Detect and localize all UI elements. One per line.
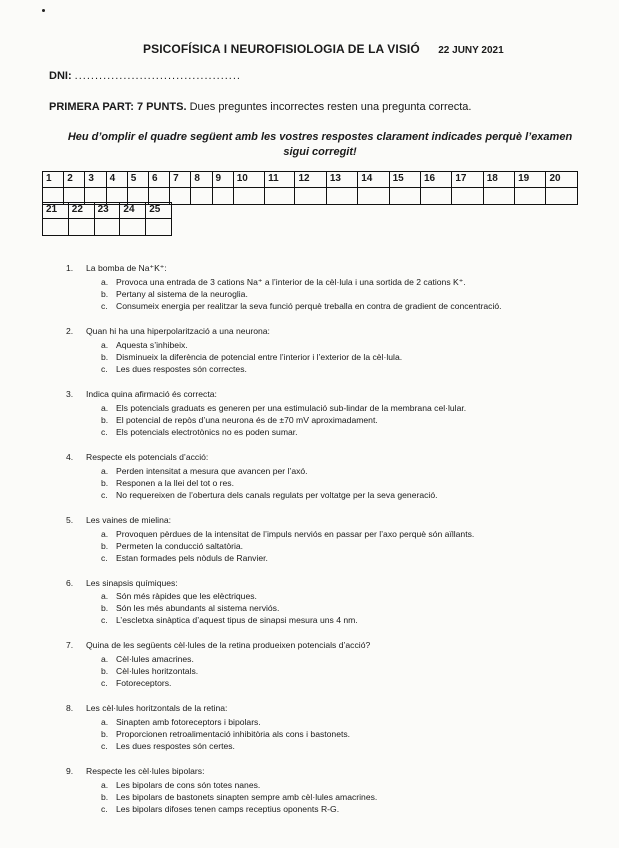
answer-cell-blank[interactable] <box>68 219 94 236</box>
question-text: Respecte els potencials d’acció: <box>86 452 209 462</box>
option-letter: a. <box>101 780 109 790</box>
option-letter: b. <box>101 289 109 299</box>
dni-label: DNI: <box>49 70 72 82</box>
question-item <box>66 702 586 752</box>
option-text: Provoquen pèrdues de la intensitat de l’impuls nerviós en passar per l’axo perquè són aïllants. <box>116 529 475 539</box>
exam-header <box>143 40 504 58</box>
option-letter: b. <box>101 415 109 425</box>
answer-cell-number: 5 <box>127 172 148 188</box>
question-number: 2. <box>66 326 74 336</box>
question-stem <box>66 702 586 714</box>
option-text: Responen a la llei del tot o res. <box>116 478 234 488</box>
dni-field <box>49 70 241 82</box>
answer-cell-number: 15 <box>389 172 420 188</box>
answer-option <box>101 740 586 752</box>
option-text: L’escletxa sinàptica d’aquest tipus de sinapsi mesura uns 4 nm. <box>116 615 358 625</box>
answer-cell-blank[interactable] <box>452 188 483 205</box>
option-text: Provoca una entrada de 3 cations Na⁺ a l’interior de la cèl·lula i una sortida de 2 cations K⁺. <box>116 277 466 287</box>
answer-option <box>101 300 586 312</box>
answer-option <box>101 528 586 540</box>
answer-option <box>101 779 586 791</box>
answer-cell-number: 20 <box>546 172 578 188</box>
answer-cell-blank[interactable] <box>265 188 295 205</box>
option-text: Són les més abundants al sistema nerviós. <box>116 603 280 613</box>
option-letter: c. <box>101 427 108 437</box>
option-letter: c. <box>101 490 108 500</box>
option-letter: c. <box>101 678 108 688</box>
option-text: Les bipolars difoses tenen camps receptius oponents R-G. <box>116 804 340 814</box>
option-list <box>101 402 586 438</box>
answer-option <box>101 590 586 602</box>
answer-cell-number: 24 <box>120 203 146 219</box>
answer-option <box>101 276 586 288</box>
option-letter: b. <box>101 729 109 739</box>
question-text: Les cèl·lules horitzontals de la retina: <box>86 703 228 713</box>
answer-option <box>101 791 586 803</box>
question-stem <box>66 765 586 777</box>
answer-option <box>101 465 586 477</box>
answer-cell-number: 3 <box>85 172 106 188</box>
option-letter: a. <box>101 466 109 476</box>
option-list <box>101 276 586 312</box>
option-letter: b. <box>101 478 109 488</box>
question-text: Quan hi ha una hiperpolarització a una neurona: <box>86 326 270 336</box>
question-item <box>66 577 586 626</box>
answer-cell-number: 1 <box>43 172 64 188</box>
option-text: Cèl·lules horitzontals. <box>116 666 199 676</box>
option-letter: c. <box>101 301 108 311</box>
answer-option <box>101 665 586 677</box>
option-letter: c. <box>101 615 108 625</box>
option-text: Pertany al sistema de la neuroglia. <box>116 289 248 299</box>
answer-option <box>101 351 586 363</box>
option-text: Estan formades pels nòduls de Ranvier. <box>116 553 268 563</box>
answer-cell-blank[interactable] <box>295 188 326 205</box>
answer-option <box>101 477 586 489</box>
answer-cell-number: 22 <box>68 203 94 219</box>
question-number: 1. <box>66 263 74 273</box>
option-text: Disminueix la diferència de potencial entre l’interior i l’exterior de la cèl·lula. <box>116 352 403 362</box>
option-text: No requereixen de l’obertura dels canals regulats per voltatge per la seva generació. <box>116 490 438 500</box>
question-item <box>66 388 586 438</box>
answer-cell-blank[interactable] <box>358 188 389 205</box>
question-stem <box>66 325 586 337</box>
answer-cell-number: 12 <box>295 172 326 188</box>
answer-cell-number: 17 <box>452 172 483 188</box>
answer-cell-blank[interactable] <box>326 188 357 205</box>
question-stem <box>66 451 586 463</box>
option-letter: a. <box>101 277 109 287</box>
option-text: Proporcionen retroalimentació inhibitòria als cons i bastonets. <box>116 729 351 739</box>
answer-grid-row-2 <box>42 202 172 236</box>
question-number: 8. <box>66 703 74 713</box>
answer-cell-number: 13 <box>326 172 357 188</box>
instructions: Heu d’omplir el quadre següent amb les vostres respostes clarament indicades perquè l’examen sigui corregit! <box>67 131 573 158</box>
answer-option <box>101 426 586 438</box>
option-text: Cèl·lules amacrines. <box>116 654 194 664</box>
option-text: Els potencials graduats es generen per una estimulació sub-lindar de la membrana cel·lular. <box>116 403 467 413</box>
answer-option <box>101 677 586 689</box>
answer-cell-blank[interactable] <box>389 188 420 205</box>
option-letter: b. <box>101 666 109 676</box>
question-list <box>66 262 586 828</box>
answer-cell-blank[interactable] <box>212 188 233 205</box>
option-text: Permeten la conducció saltatòria. <box>116 541 244 551</box>
option-letter: b. <box>101 352 109 362</box>
question-item <box>66 262 586 312</box>
question-item <box>66 325 586 375</box>
answer-cell-number: 19 <box>515 172 546 188</box>
question-number: 5. <box>66 515 74 525</box>
option-text: Les dues respostes són correctes. <box>116 364 247 374</box>
answer-option <box>101 363 586 375</box>
option-letter: c. <box>101 553 108 563</box>
question-number: 3. <box>66 389 74 399</box>
answer-cell-number: 21 <box>43 203 69 219</box>
answer-cell-number: 18 <box>483 172 514 188</box>
answer-cell-blank[interactable] <box>191 188 212 205</box>
answer-cell-number: 9 <box>212 172 233 188</box>
question-text: Les vaines de mielina: <box>86 515 172 525</box>
dni-blank-line: ......................................... <box>74 70 241 82</box>
question-text: Respecte les cèl·lules bipolars: <box>86 766 205 776</box>
part-one-heading <box>49 101 471 113</box>
answer-cell-blank[interactable] <box>515 188 546 205</box>
question-number: 4. <box>66 452 74 462</box>
option-letter: a. <box>101 340 109 350</box>
answer-cell-number: 4 <box>106 172 127 188</box>
question-item <box>66 765 586 815</box>
answer-cell-blank[interactable] <box>43 219 69 236</box>
question-text: La bomba de Na⁺K⁺: <box>86 263 167 273</box>
answer-cell-blank[interactable] <box>94 219 120 236</box>
answer-option <box>101 803 586 815</box>
option-text: Les bipolars de cons són totes nanes. <box>116 780 261 790</box>
question-number: 6. <box>66 578 74 588</box>
option-letter: c. <box>101 804 108 814</box>
answer-cell-number: 10 <box>233 172 264 188</box>
answer-grid-row-1 <box>42 171 578 205</box>
answer-option <box>101 552 586 564</box>
option-text: Fotoreceptors. <box>116 678 172 688</box>
option-text: Sinapten amb fotoreceptors i bipolars. <box>116 717 261 727</box>
option-letter: a. <box>101 717 109 727</box>
answer-cell-number: 23 <box>94 203 120 219</box>
option-text: El potencial de repòs d’una neurona és de ±70 mV aproximadament. <box>116 415 378 425</box>
option-text: Les bipolars de bastonets sinapten sempre amb cèl·lules amacrines. <box>116 792 378 802</box>
option-text: Els potencials electrotònics no es poden sumar. <box>116 427 298 437</box>
answer-cell-number: 11 <box>265 172 295 188</box>
option-list <box>101 653 586 689</box>
question-stem <box>66 577 586 589</box>
answer-cell-blank[interactable] <box>420 188 451 205</box>
option-text: Són més ràpides que les elèctriques. <box>116 591 257 601</box>
option-letter: a. <box>101 591 109 601</box>
answer-option <box>101 614 586 626</box>
answer-option <box>101 728 586 740</box>
option-letter: b. <box>101 541 109 551</box>
answer-cell-blank[interactable] <box>483 188 514 205</box>
scan-dot <box>42 9 45 12</box>
option-letter: c. <box>101 364 108 374</box>
answer-cell-blank[interactable] <box>233 188 264 205</box>
option-text: Les dues respostes són certes. <box>116 741 235 751</box>
answer-cell-number: 7 <box>170 172 191 188</box>
question-number: 7. <box>66 640 74 650</box>
option-letter: c. <box>101 741 108 751</box>
option-letter: b. <box>101 603 109 613</box>
option-list <box>101 465 586 501</box>
answer-cell-number: 25 <box>146 203 172 219</box>
answer-cell-number: 8 <box>191 172 212 188</box>
option-list <box>101 716 586 752</box>
question-stem <box>66 388 586 400</box>
part-one-rule: Dues preguntes incorrectes resten una pregunta correcta. <box>189 101 472 113</box>
question-item <box>66 514 586 564</box>
question-stem <box>66 514 586 526</box>
answer-option <box>101 402 586 414</box>
answer-option <box>101 540 586 552</box>
exam-title: PSICOFÍSICA I NEUROFISIOLOGIA DE LA VISIÓ <box>143 42 420 56</box>
answer-option <box>101 602 586 614</box>
option-text: Perden intensitat a mesura que avancen per l’axó. <box>116 466 308 476</box>
option-list <box>101 339 586 375</box>
option-list <box>101 779 586 815</box>
answer-cell-blank[interactable] <box>120 219 146 236</box>
answer-cell-number: 2 <box>64 172 85 188</box>
option-letter: a. <box>101 403 109 413</box>
option-list <box>101 528 586 564</box>
answer-cell-blank[interactable] <box>546 188 578 205</box>
answer-option <box>101 653 586 665</box>
answer-cell-blank[interactable] <box>170 188 191 205</box>
option-letter: a. <box>101 654 109 664</box>
answer-option <box>101 339 586 351</box>
question-text: Les sinapsis químiques: <box>86 578 178 588</box>
option-letter: b. <box>101 792 109 802</box>
option-text: Aquesta s’inhibeix. <box>116 340 188 350</box>
question-item <box>66 639 586 689</box>
question-stem <box>66 262 586 274</box>
part-one-label: PRIMERA PART: 7 PUNTS. <box>49 101 187 113</box>
option-letter: a. <box>101 529 109 539</box>
question-text: Quina de les següents cèl·lules de la retina produeixen potencials d’acció? <box>86 640 371 650</box>
answer-option <box>101 489 586 501</box>
answer-cell-number: 16 <box>420 172 451 188</box>
question-number: 9. <box>66 766 74 776</box>
question-stem <box>66 639 586 651</box>
answer-option <box>101 716 586 728</box>
answer-cell-blank[interactable] <box>146 219 172 236</box>
exam-date: 22 JUNY 2021 <box>438 45 504 56</box>
question-text: Indica quina afirmació és correcta: <box>86 389 217 399</box>
option-text: Consumeix energia per realitzar la seva funció perquè treballa en contra de gradient de concentració. <box>116 301 502 311</box>
option-list <box>101 590 586 626</box>
answer-option <box>101 414 586 426</box>
answer-cell-number: 6 <box>148 172 169 188</box>
answer-option <box>101 288 586 300</box>
question-item <box>66 451 586 501</box>
answer-cell-number: 14 <box>358 172 389 188</box>
